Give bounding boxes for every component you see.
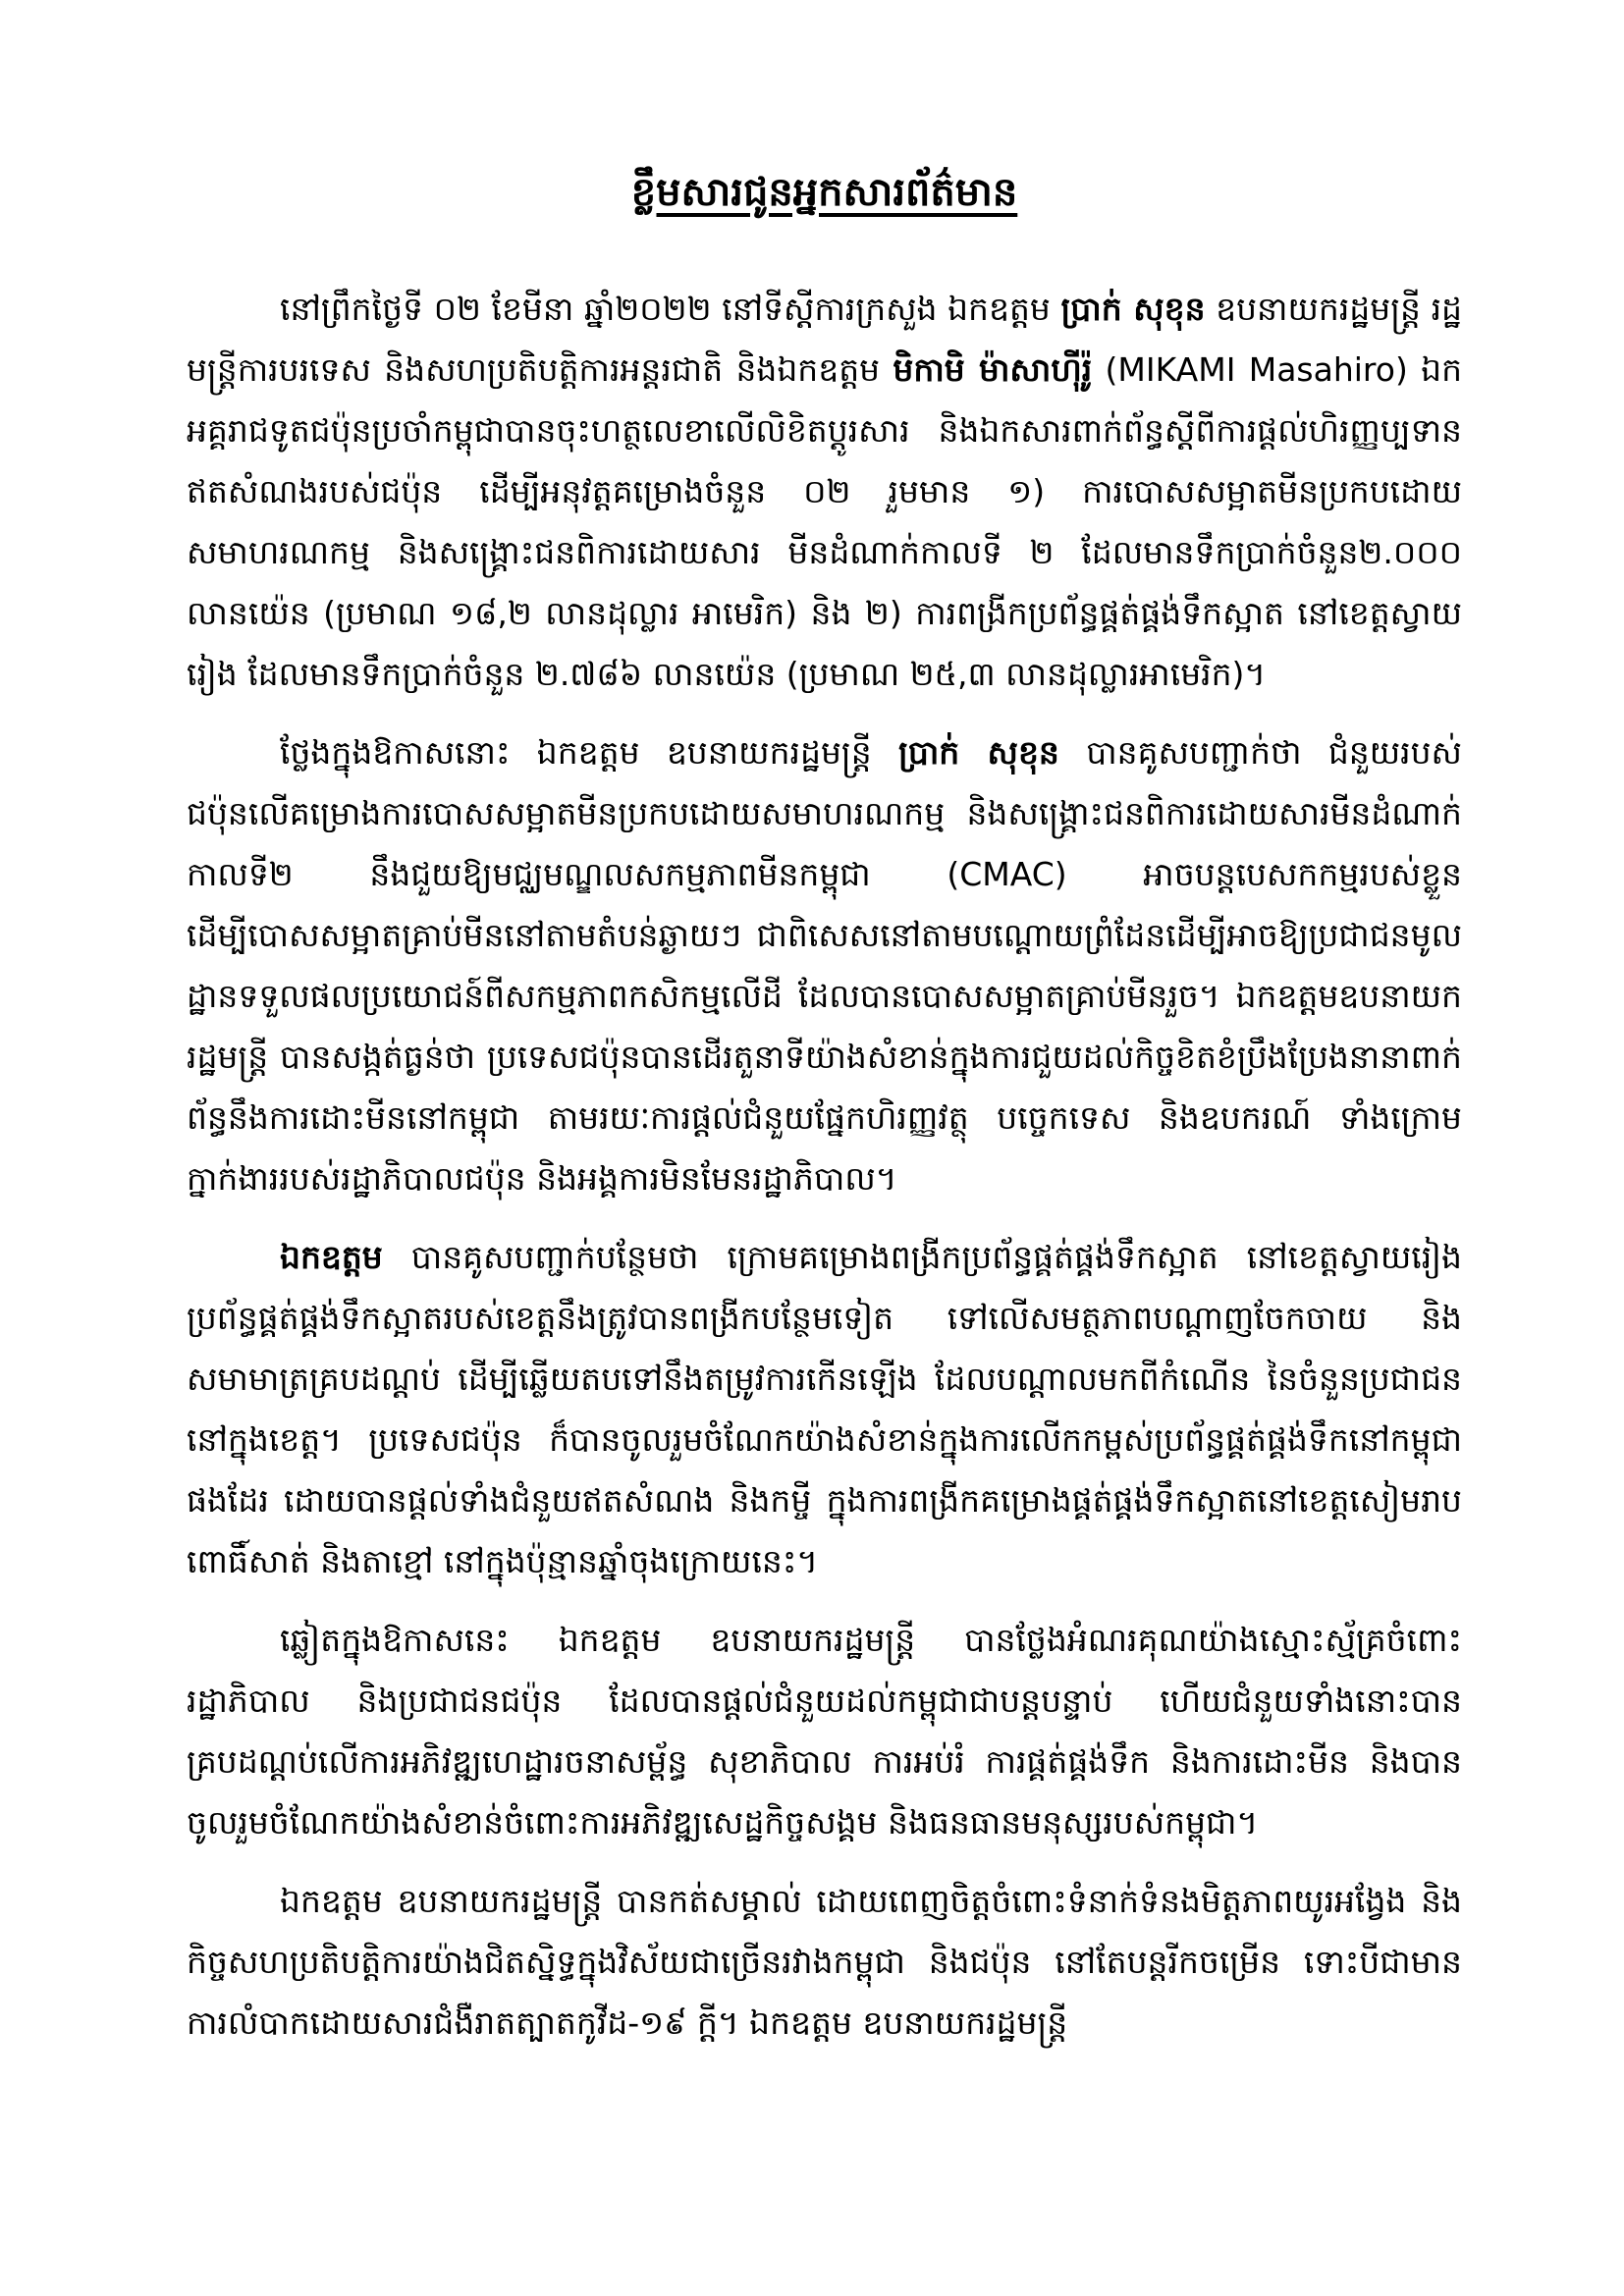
paragraph-2-segment: បានគូសបញ្ជាក់ថា ជំនួយរបស់ជប៉ុនលើគម្រោងការបោសសម្អាតមីនប្រកបដោយសមាហរណកម្ម និងសង្គ្រោះជនពិការដោយសារមីនដំណាក់កាលទី២ នឹងជួយឱ្យមជ្ឈមណ្ឌលសកម្មភាពមីនកម្ពុជា (CMAC) អាចបន្តបេសកកម្មរបស់ខ្លួន ដើម្បីបោសសម្អាតគ្រាប់មីននៅតាមតំបន់ឆ្ងាយៗ ជាពិសេសនៅតាមបណ្តោយព្រំដែនដើម្បីអាចឱ្យប្រជាជនមូលដ្ឋានទទួលផលប្រយោជន៍ពីសកម្មភាពកសិកម្មលើដី ដែលបានបោសសម្អាតគ្រាប់មីនរួច។ ឯកឧត្តមឧបនាយករដ្ឋមន្ត្រី បានសង្កត់ធ្ងន់ថា ប្រទេសជប៉ុនបានដើរតួនាទីយ៉ាងសំខាន់ក្នុងការជួយដល់កិច្ចខិតខំប្រឹងប្រែងនានាពាក់ព័ន្ធនឹងការដោះមីននៅកម្ពុជា តាមរយៈការផ្តល់ជំនួយផ្នែកហិរញ្ញវត្ថុ បច្ចេកទេស និងឧបករណ៍ ទាំងក្រោមក្នាក់ងាររបស់រដ្ឋាភិបាលជប៉ុន និងអង្គការមិនមែនរដ្ឋាភិបាល។ <box>187 733 1462 1198</box>
paragraph-5 <box>187 1871 1462 2054</box>
paragraph-1-segment: ឧបនាយករដ្ឋមន្ត្រី រដ្ឋមន្ត្រីការបរទេស និងសហប្រតិបត្តិការអន្តរជាតិ និងឯកឧត្តម <box>187 290 1462 389</box>
paragraph-1-segment: នៅព្រឹកថ្ងៃទី ០២ ខែមីនា ឆ្នាំ២០២២ នៅទីស្តីការក្រសួង ឯកឧត្តម <box>280 290 1061 328</box>
minister-name: ប្រាក់ សុខុន <box>1060 290 1206 328</box>
ambassador-name: មិកាមិ ម៉ាសាហ៊ីរ៉ូ <box>893 350 1093 389</box>
paragraph-1-segment: (MIKAMI Masahiro) ឯកអគ្គរាជទូតជប៉ុនប្រចាំកម្ពុជាបានចុះហត្ថលេខាលើលិខិតប្តូរសារ និងឯកសារពាក់ព័ន្ធស្តីពីការផ្តល់ហិរញ្ញប្បទានឥតសំណងរបស់ជប៉ុន ដើម្បីអនុវត្តគម្រោងចំនួន ០២ រួមមាន ១) ការបោសសម្អាតមីនប្រកបដោយសមាហរណកម្ម និងសង្គ្រោះជនពិការដោយសារ មីនដំណាក់កាលទី ២ ដែលមានទឹកប្រាក់ចំនួន២.០០០ លានយ៉េន (ប្រមាណ ១៨,២ លានដុល្លារ អាមេរិក) និង ២) ការពង្រីកប្រព័ន្ធផ្គត់ផ្គង់ទឹកស្អាត នៅខេត្តស្វាយរៀង ដែលមានទឹកប្រាក់ចំនួន ២.៧៨៦ លានយ៉េន (ប្រមាណ ២៥,៣ លានដុល្លារអាមេរិក)។ <box>187 350 1463 693</box>
paragraph-2 <box>187 722 1462 1209</box>
paragraph-3-lead: ឯកឧត្តម <box>280 1238 383 1276</box>
minister-name: ប្រាក់ សុខុន <box>898 733 1059 772</box>
paragraph-4 <box>187 1610 1462 1853</box>
paragraph-5-segment: ឯកឧត្តម ឧបនាយករដ្ឋមន្ត្រី បានកត់សម្គាល់ ដោយពេញចិត្តចំពោះទំនាក់ទំនងមិត្តភាពយូរអង្វែង និងកិច្ចសហប្រតិបត្តិការយ៉ាងជិតស្និទ្ធក្នុងវិស័យជាច្រើនរវាងកម្ពុជា និងជប៉ុន នៅតែបន្តរីកចម្រើន ទោះបីជាមានការលំបាកដោយសារជំងឺរាតត្បាតកូវីដ-១៩ ក្តី។ ឯកឧត្តម ឧបនាយករដ្ឋមន្ត្រី <box>187 1882 1462 2042</box>
paragraph-3 <box>187 1227 1462 1592</box>
paragraph-4-segment: ឆ្លៀតក្នុងឱកាសនេះ ឯកឧត្តម ឧបនាយករដ្ឋមន្ត្រី បានថ្លែងអំណរគុណយ៉ាងស្មោះស្ម័គ្រចំពោះរដ្ឋាភិបាល និងប្រជាជនជប៉ុន ដែលបានផ្តល់ជំនួយដល់កម្ពុជាជាបន្តបន្ទាប់ ហើយជំនួយទាំងនោះបានគ្របដណ្តប់លើការអភិវឌ្ឍហេដ្ឋារចនាសម្ព័ន្ធ សុខាភិបាល ការអប់រំ ការផ្គត់ផ្គង់ទឹក និងការដោះមីន និងបានចូលរួមចំណែកយ៉ាងសំខាន់ចំពោះការអភិវឌ្ឍសេដ្ឋកិច្ចសង្គម និងធនធានមនុស្សរបស់កម្ពុជា។ <box>187 1621 1462 1842</box>
paragraph-1 <box>187 279 1462 705</box>
paragraph-3-segment: បានគូសបញ្ជាក់បន្ថែមថា ក្រោមគម្រោងពង្រីកប្រព័ន្ធផ្គត់ផ្គង់ទឹកស្អាត នៅខេត្តស្វាយរៀង ប្រព័ន្ធផ្គត់ផ្គង់ទឹកស្អាតរបស់ខេត្តនឹងត្រូវបានពង្រីកបន្ថែមទៀត ទៅលើសមត្ថភាពបណ្តាញចែកចាយ និងសមាមាត្រគ្របដណ្តប់ ដើម្បីឆ្លើយតបទៅនឹងតម្រូវការកើនឡើង ដែលបណ្តាលមកពីកំណើន នៃចំនួនប្រជាជននៅក្នុងខេត្ត។ ប្រទេសជប៉ុន ក៏បានចូលរួមចំណែកយ៉ាងសំខាន់ក្នុងការលើកកម្ពស់ប្រព័ន្ធផ្គត់ផ្គង់ទឹកនៅកម្ពុជាផងដែរ ដោយបានផ្តល់ទាំងជំនួយឥតសំណង និងកម្ចី ក្នុងការពង្រីកគម្រោងផ្គត់ផ្គង់ទឹកស្អាតនៅខេត្តសៀមរាប ពោធិ៍សាត់ និងតាខ្មៅ នៅក្នុងប៉ុន្មានឆ្នាំចុងក្រោយនេះ។ <box>187 1238 1462 1580</box>
paragraph-2-segment: ថ្លែងក្នុងឱកាសនោះ ឯកឧត្តម ឧបនាយករដ្ឋមន្ត្រី <box>280 733 899 772</box>
document-title: ខ្លឹមសារជូនអ្នកសារព័ត៌មាន <box>630 170 1018 215</box>
